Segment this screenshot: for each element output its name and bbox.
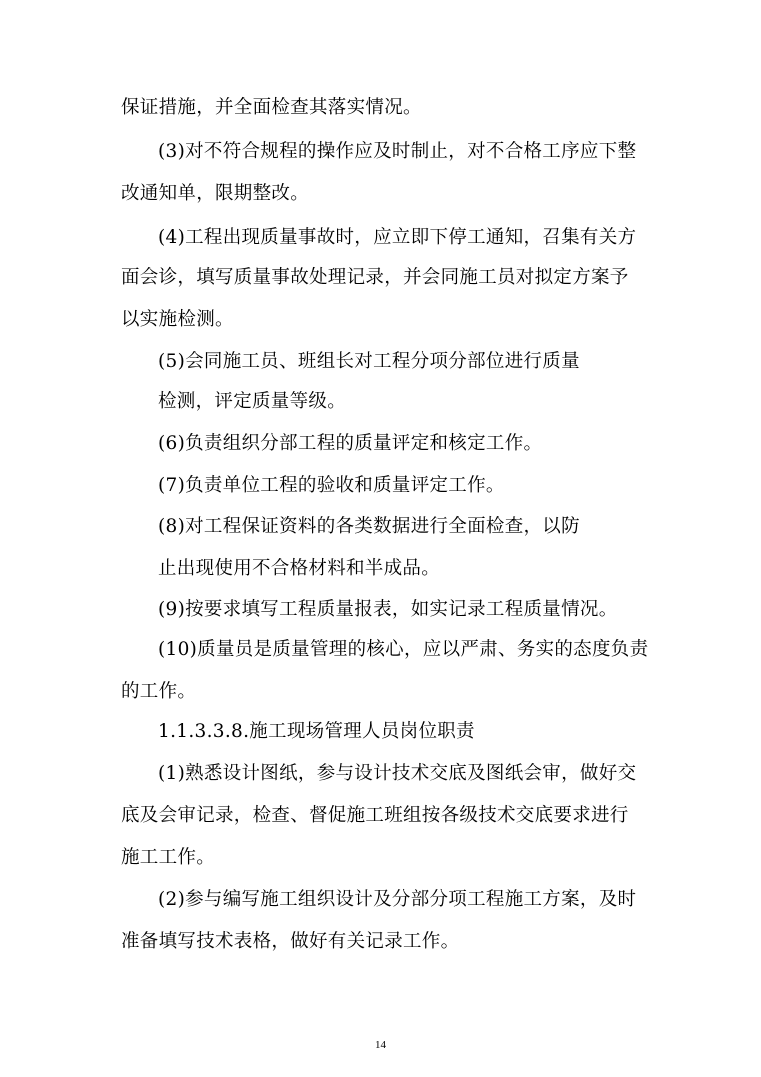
text-line-19: 施工工作。 — [121, 847, 216, 868]
text-line-9: (6)负责组织分部工程的质量评定和核定工作。 — [158, 433, 543, 454]
page-number: 14 — [375, 1039, 386, 1051]
text-line-4: (4)工程出现质量事故时，应立即下停工通知，召集有关方 — [158, 227, 637, 248]
text-line-5: 面会诊，填写质量事故处理记录，并会同施工员对拟定方案予 — [121, 267, 629, 288]
text-line-17: (1)熟悉设计图纸，参与设计技术交底及图纸会审，做好交 — [158, 763, 637, 784]
text-line-2: (3)对不符合规程的操作应及时制止，对不合格工序应下整 — [158, 141, 637, 162]
text-line-20: (2)参与编写施工组织设计及分部分项工程施工方案，及时 — [158, 889, 637, 910]
text-line-7: (5)会同施工员、班组长对工程分项分部位进行质量 — [158, 351, 580, 372]
text-line-3: 改通知单，限期整改。 — [121, 183, 310, 204]
text-line-13: (9)按要求填写工程质量报表，如实记录工程质量情况。 — [158, 599, 618, 620]
text-line-12: 止出现使用不合格材料和半成品。 — [158, 558, 441, 579]
text-line-8: 检测，评定质量等级。 — [158, 391, 347, 412]
text-line-21: 准备填写技术表格，做好有关记录工作。 — [121, 931, 460, 952]
text-line-14: (10)质量员是质量管理的核心，应以严肃、务实的态度负责 — [158, 639, 649, 660]
text-line-10: (7)负责单位工程的验收和质量评定工作。 — [158, 475, 505, 496]
text-line-15: 的工作。 — [121, 681, 197, 702]
text-line-11: (8)对工程保证资料的各类数据进行全面检查，以防 — [158, 516, 580, 537]
text-line-18: 底及会审记录，检查、督促施工班组按各级技术交底要求进行 — [121, 805, 629, 826]
text-line-6: 以实施检测。 — [121, 309, 234, 330]
text-line-1: 保证措施，并全面检查其落实情况。 — [121, 97, 422, 118]
section-heading: 1.1.3.3.8.施工现场管理人员岗位职责 — [158, 721, 475, 742]
